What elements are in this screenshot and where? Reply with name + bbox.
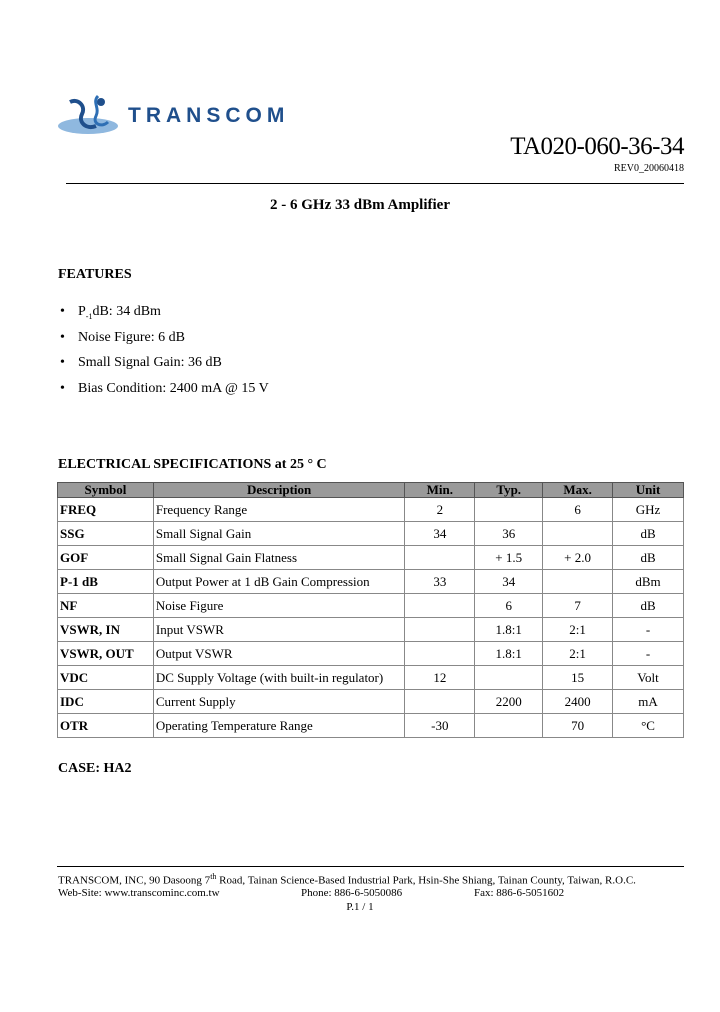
table-header-row — [58, 483, 684, 498]
footer-divider — [57, 866, 684, 867]
cell-min: 33 — [405, 570, 475, 594]
revision-label: REV0_20060418 — [614, 163, 684, 174]
company-logo — [56, 92, 306, 142]
cell-min — [405, 546, 475, 570]
footer-fax: Fax: 886-6-5051602 — [474, 887, 565, 899]
cell-min — [405, 618, 475, 642]
cell-typ: 1.8:1 — [475, 642, 543, 666]
table-row — [58, 498, 684, 522]
footer-address: TRANSCOM, INC, 90 Dasoong 7th Road, Tainan Science-Based Industrial Park, Hsin-She Shiang, Tainan County, Taiwan, R.O.C. — [58, 872, 636, 887]
cell-symbol: OTR — [58, 714, 154, 738]
cell-min — [405, 690, 475, 714]
cell-description: Operating Temperature Range — [153, 714, 405, 738]
cell-typ: 6 — [475, 594, 543, 618]
column-header: Symbol — [58, 483, 154, 498]
cell-max — [543, 570, 613, 594]
column-header: Min. — [405, 483, 475, 498]
cell-max: 2:1 — [543, 642, 613, 666]
feature-item: • Noise Figure: 6 dB — [60, 328, 460, 354]
bullet-icon: • — [60, 380, 65, 396]
cell-unit: mA — [613, 690, 684, 714]
cell-max: 6 — [543, 498, 613, 522]
table-row — [58, 618, 684, 642]
cell-max: 7 — [543, 594, 613, 618]
cell-min: -30 — [405, 714, 475, 738]
cell-description: Current Supply — [153, 690, 405, 714]
cell-symbol: P-1 dB — [58, 570, 154, 594]
cell-max: 2:1 — [543, 618, 613, 642]
cell-description: DC Supply Voltage (with built-in regulator) — [153, 666, 405, 690]
features-heading: FEATURES — [58, 267, 132, 282]
cell-typ — [475, 714, 543, 738]
column-header: Unit — [613, 483, 684, 498]
bullet-icon: • — [60, 304, 65, 319]
cell-description: Small Signal Gain Flatness — [153, 546, 405, 570]
column-header: Description — [153, 483, 405, 498]
cell-typ: 2200 — [475, 690, 543, 714]
cell-typ — [475, 498, 543, 522]
cell-min — [405, 594, 475, 618]
feature-item: • Bias Condition: 2400 mA @ 15 V — [60, 379, 460, 405]
cell-unit: dB — [613, 546, 684, 570]
feature-item: • $P_{-1}dB$: 34 dBm — [60, 304, 161, 321]
table-row — [58, 570, 684, 594]
column-header: Typ. — [475, 483, 543, 498]
cell-typ: 1.8:1 — [475, 618, 543, 642]
cell-description: Noise Figure — [153, 594, 405, 618]
cell-unit: dBm — [613, 570, 684, 594]
table-row — [58, 642, 684, 666]
cell-symbol: NF — [58, 594, 154, 618]
table-row — [58, 714, 684, 738]
cell-symbol: IDC — [58, 690, 154, 714]
cell-min: 34 — [405, 522, 475, 546]
footer-phone: Phone: 886-6-5050086 — [301, 887, 403, 899]
part-number: TA020-060-36-34 — [510, 133, 684, 160]
table-row — [58, 690, 684, 714]
cell-description: Output VSWR — [153, 642, 405, 666]
cell-min: 2 — [405, 498, 475, 522]
table-row — [58, 546, 684, 570]
cell-typ: 36 — [475, 522, 543, 546]
cell-unit: dB — [613, 594, 684, 618]
cell-typ: + 1.5 — [475, 546, 543, 570]
transcom-logo-icon — [56, 92, 126, 140]
cell-description: Input VSWR — [153, 618, 405, 642]
cell-typ — [475, 666, 543, 690]
logo-text: TRANSCOM — [128, 104, 290, 127]
cell-max — [543, 522, 613, 546]
cell-max: 70 — [543, 714, 613, 738]
table-body — [58, 498, 684, 738]
cell-description: Frequency Range — [153, 498, 405, 522]
cell-typ: 34 — [475, 570, 543, 594]
cell-min — [405, 642, 475, 666]
case-label: CASE: HA2 — [58, 761, 132, 776]
cell-description: Small Signal Gain — [153, 522, 405, 546]
features-list — [60, 302, 460, 404]
bullet-icon: • — [60, 355, 65, 370]
cell-unit: GHz — [613, 498, 684, 522]
cell-symbol: FREQ — [58, 498, 154, 522]
specifications-heading: ELECTRICAL SPECIFICATIONS at 25 ° C — [58, 457, 327, 472]
cell-description: Output Power at 1 dB Gain Compression — [153, 570, 405, 594]
cell-symbol: VSWR, OUT — [58, 642, 154, 666]
document-title: 2 - 6 GHz 33 dBm Amplifier — [270, 197, 450, 213]
cell-unit: - — [613, 618, 684, 642]
specifications-table — [57, 482, 684, 738]
cell-max: 2400 — [543, 690, 613, 714]
cell-unit: °C — [613, 714, 684, 738]
cell-max: + 2.0 — [543, 546, 613, 570]
table-row — [58, 666, 684, 690]
cell-symbol: VSWR, IN — [58, 618, 154, 642]
cell-unit: - — [613, 642, 684, 666]
cell-symbol: SSG — [58, 522, 154, 546]
footer-website: Web-Site: www.transcominc.com.tw — [58, 887, 220, 899]
column-header: Max. — [543, 483, 613, 498]
cell-unit: dB — [613, 522, 684, 546]
cell-min: 12 — [405, 666, 475, 690]
page-number: P.1 / 1 — [346, 901, 374, 913]
bullet-icon: • — [60, 329, 65, 345]
table-row — [58, 522, 684, 546]
cell-unit: Volt — [613, 666, 684, 690]
cell-max: 15 — [543, 666, 613, 690]
cell-symbol: GOF — [58, 546, 154, 570]
table-row — [58, 594, 684, 618]
feature-item: • Small Signal Gain: 36 dB — [60, 353, 460, 379]
cell-symbol: VDC — [58, 666, 154, 690]
header-divider — [66, 183, 684, 184]
